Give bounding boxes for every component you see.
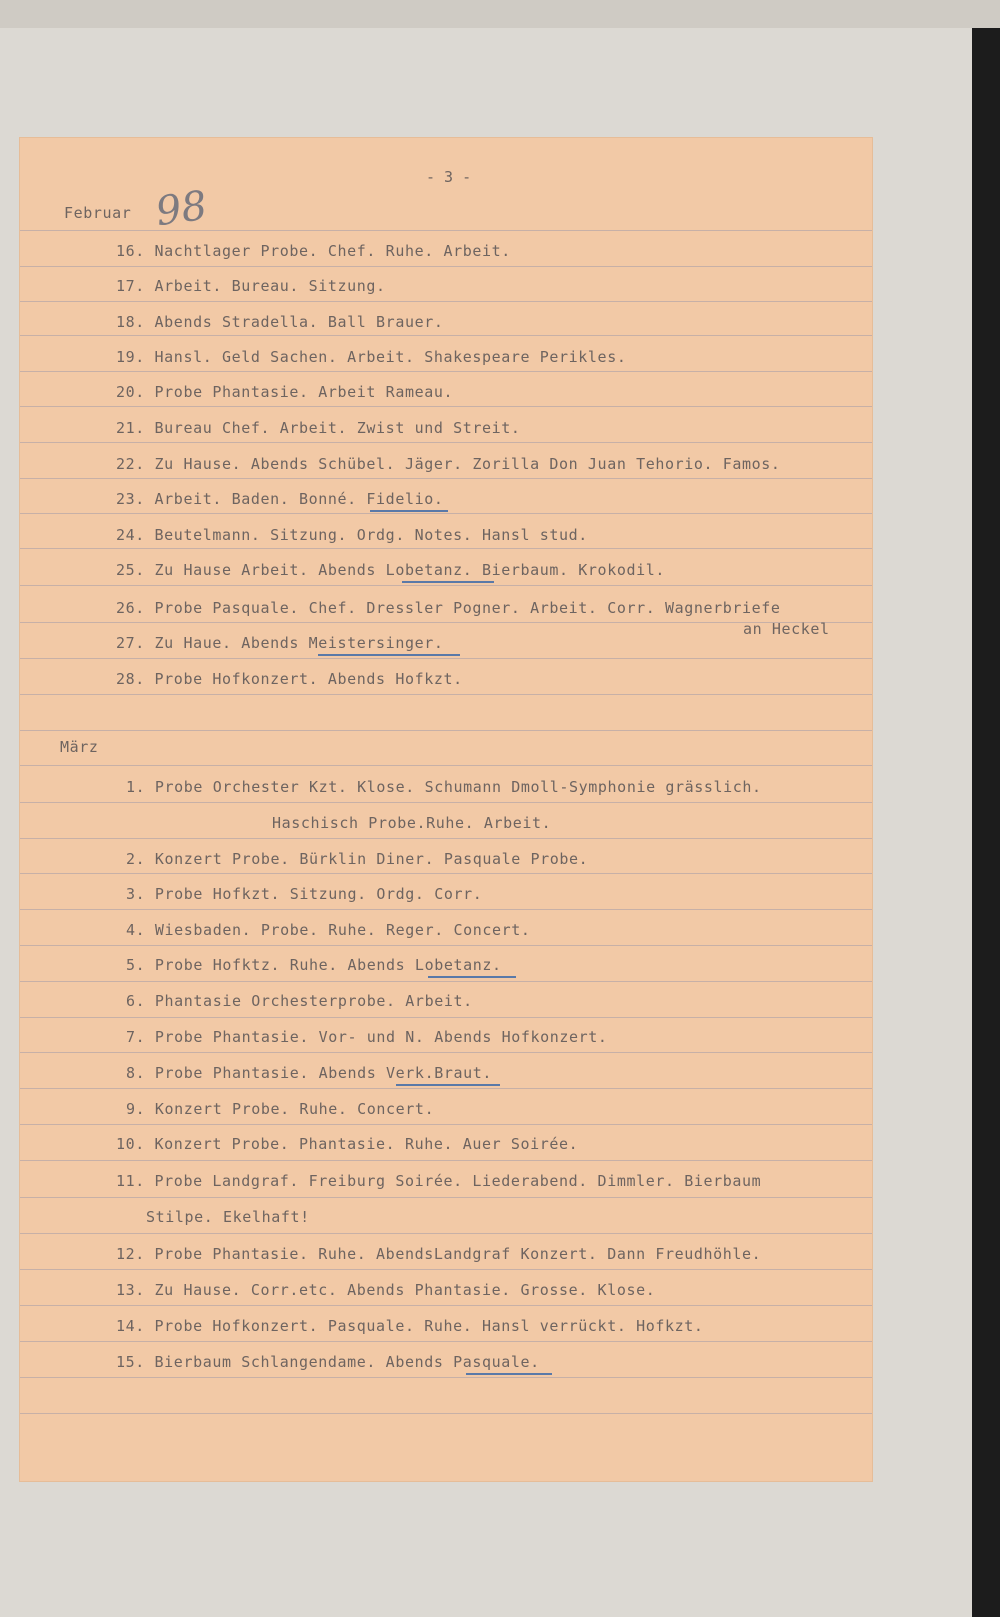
diary-sheet xyxy=(20,138,872,1481)
underline-lobetanz-mar xyxy=(428,976,516,978)
entry-mar-5: 5. Probe Hofktz. Ruhe. Abends Lobetanz. xyxy=(126,956,502,974)
entry-mar-15: 15. Bierbaum Schlangendame. Abends Pasquale. xyxy=(116,1353,540,1371)
entry-feb-18: 18. Abends Stradella. Ball Brauer. xyxy=(116,313,444,331)
entry-mar-1-cont: Haschisch Probe.Ruhe. Arbeit. xyxy=(272,814,552,832)
underline-fidelio xyxy=(370,510,448,512)
underline-verk-braut xyxy=(396,1084,500,1086)
entry-mar-10: 10. Konzert Probe. Phantasie. Ruhe. Auer Soirée. xyxy=(116,1135,579,1153)
entry-mar-3: 3. Probe Hofkzt. Sitzung. Ordg. Corr. xyxy=(126,885,483,903)
page-number: - 3 - xyxy=(426,168,472,186)
month-heading-maerz: März xyxy=(60,738,99,756)
entry-mar-4: 4. Wiesbaden. Probe. Ruhe. Reger. Concert. xyxy=(126,921,531,939)
entry-mar-13: 13. Zu Hause. Corr.etc. Abends Phantasie. Grosse. Klose. xyxy=(116,1281,656,1299)
entry-feb-28: 28. Probe Hofkonzert. Abends Hofkzt. xyxy=(116,670,463,688)
entry-mar-7: 7. Probe Phantasie. Vor- und N. Abends Hofkonzert. xyxy=(126,1028,608,1046)
entry-feb-20: 20. Probe Phantasie. Arbeit Rameau. xyxy=(116,383,454,401)
entry-feb-17: 17. Arbeit. Bureau. Sitzung. xyxy=(116,277,386,295)
entry-mar-14: 14. Probe Hofkonzert. Pasquale. Ruhe. Hansl verrückt. Hofkzt. xyxy=(116,1317,704,1335)
entry-feb-21: 21. Bureau Chef. Arbeit. Zwist und Streit. xyxy=(116,419,521,437)
entry-feb-26: 26. Probe Pasquale. Chef. Dressler Pogner. Arbeit. Corr. Wagnerbriefe xyxy=(116,599,781,617)
entry-feb-16: 16. Nachtlager Probe. Chef. Ruhe. Arbeit. xyxy=(116,242,511,260)
entry-feb-23: 23. Arbeit. Baden. Bonné. Fidelio. xyxy=(116,490,444,508)
entry-mar-12: 12. Probe Phantasie. Ruhe. AbendsLandgraf Konzert. Dann Freudhöhle. xyxy=(116,1245,762,1263)
month-heading-februar: Februar xyxy=(64,204,132,222)
entry-feb-24: 24. Beutelmann. Sitzung. Ordg. Notes. Hansl stud. xyxy=(116,526,588,544)
entry-feb-27: 27. Zu Haue. Abends Meistersinger. xyxy=(116,634,444,652)
side-note-heckel: an Heckel xyxy=(743,620,830,638)
underline-lobetanz-feb xyxy=(402,581,494,583)
entry-mar-1: 1. Probe Orchester Kzt. Klose. Schumann Dmoll-Symphonie grässlich. xyxy=(126,778,762,796)
entry-feb-22: 22. Zu Hause. Abends Schübel. Jäger. Zorilla Don Juan Tehorio. Famos. xyxy=(116,455,781,473)
entry-mar-11-cont: Stilpe. Ekelhaft! xyxy=(146,1208,310,1226)
year-note: 98 xyxy=(153,182,210,236)
entry-mar-9: 9. Konzert Probe. Ruhe. Concert. xyxy=(126,1100,435,1118)
entry-feb-25: 25. Zu Hause Arbeit. Abends Lobetanz. Bierbaum. Krokodil. xyxy=(116,561,665,579)
entry-mar-11: 11. Probe Landgraf. Freiburg Soirée. Liederabend. Dimmler. Bierbaum xyxy=(116,1172,762,1190)
entry-mar-8: 8. Probe Phantasie. Abends Verk.Braut. xyxy=(126,1064,492,1082)
underline-pasquale xyxy=(466,1373,552,1375)
underline-meistersinger xyxy=(318,654,460,656)
entry-mar-2: 2. Konzert Probe. Bürklin Diner. Pasquale Probe. xyxy=(126,850,589,868)
entry-feb-19: 19. Hansl. Geld Sachen. Arbeit. Shakespeare Perikles. xyxy=(116,348,627,366)
entry-mar-6: 6. Phantasie Orchesterprobe. Arbeit. xyxy=(126,992,473,1010)
top-scrap xyxy=(0,0,1000,28)
